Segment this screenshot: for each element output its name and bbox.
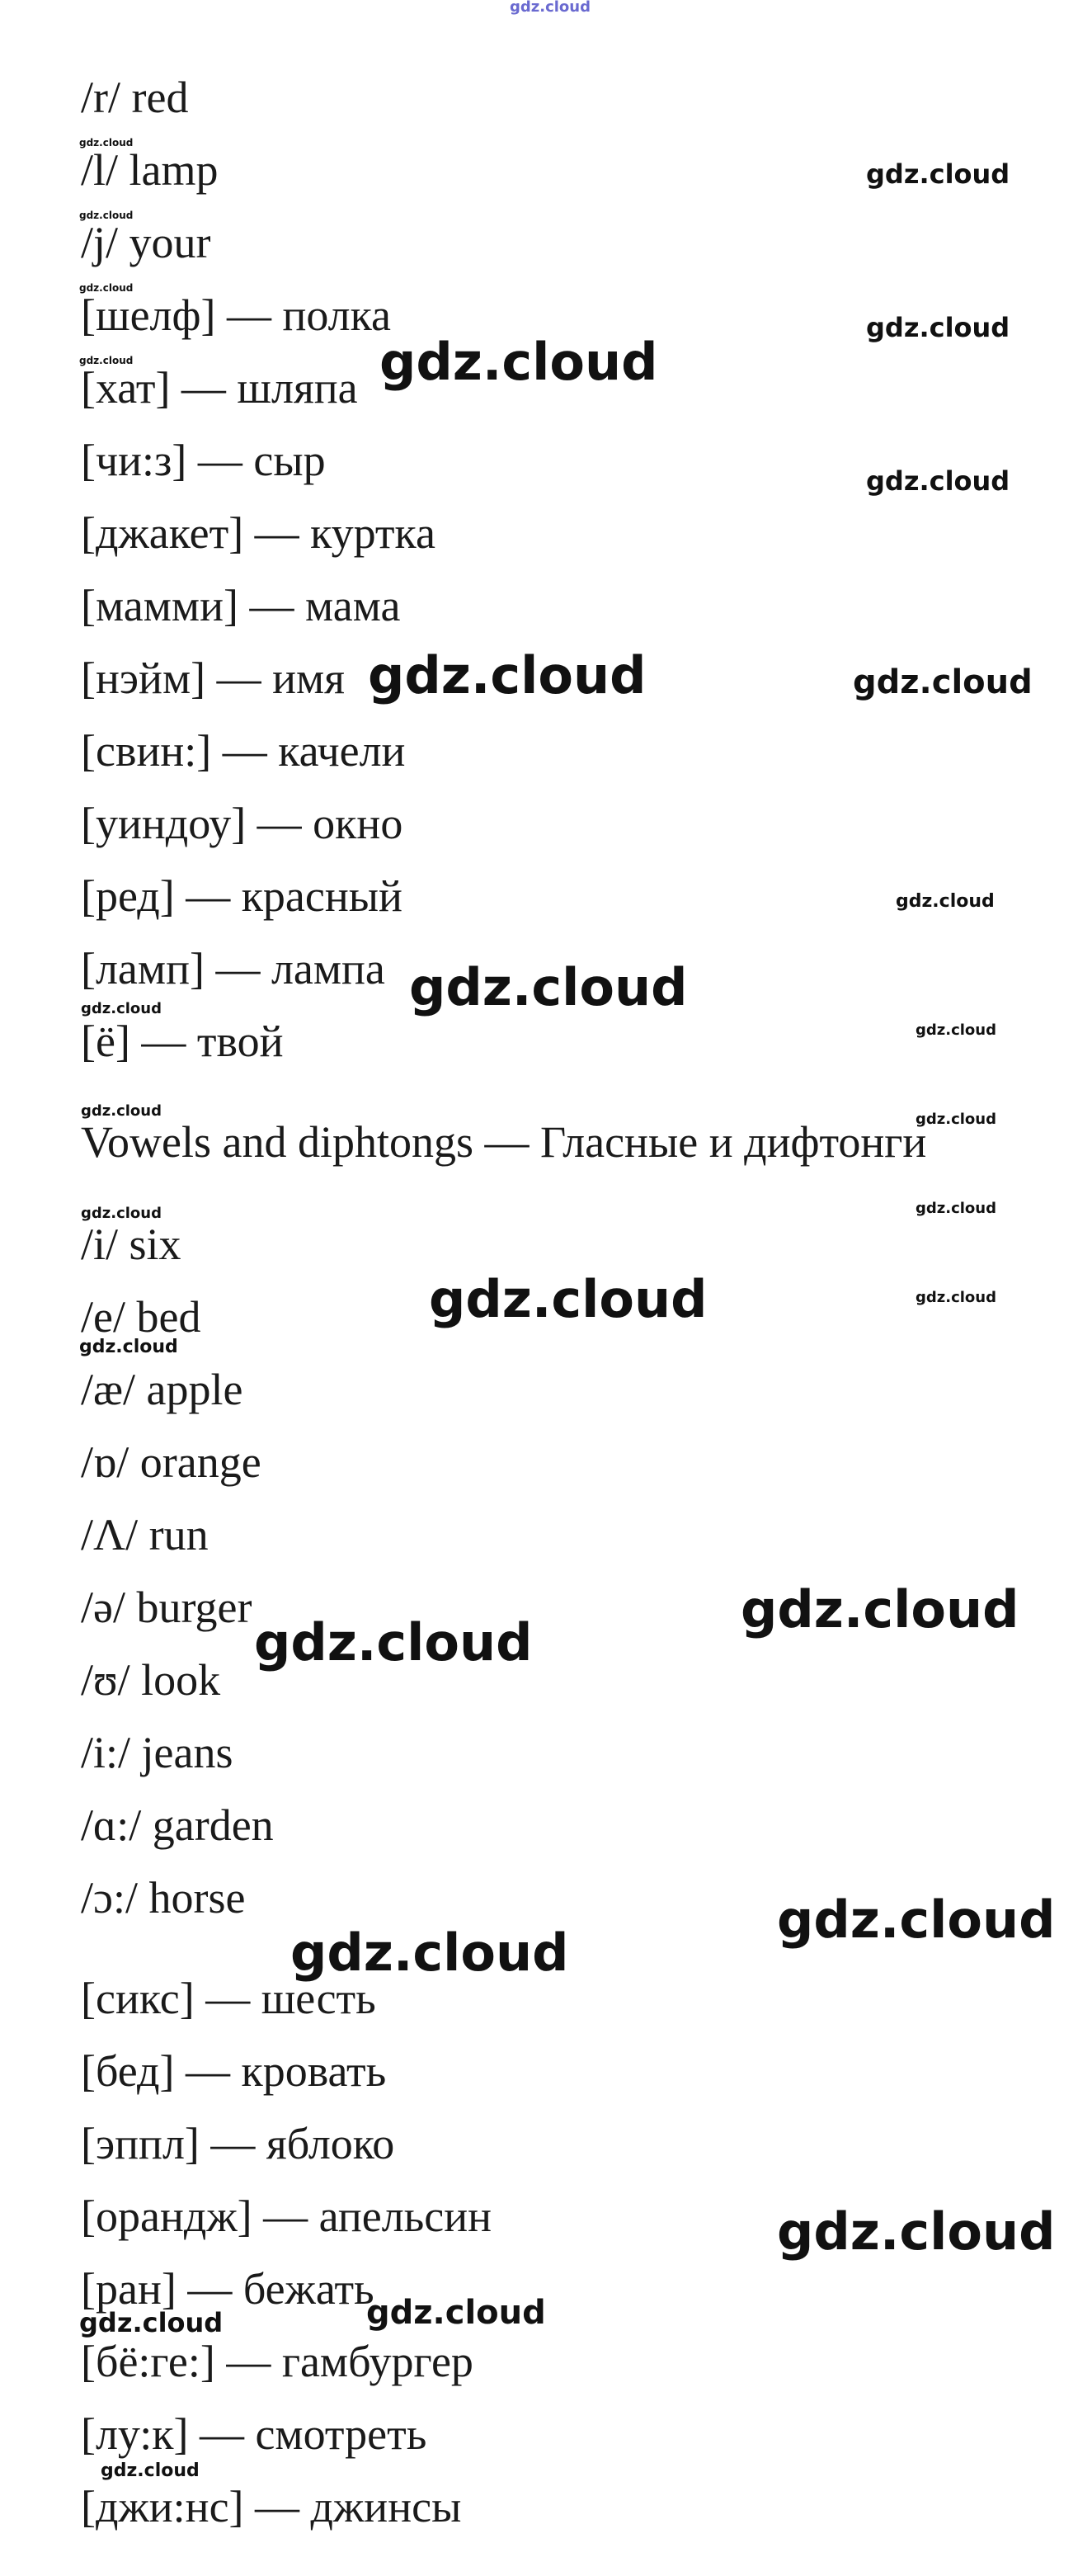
watermark: gdz.cloud: [866, 465, 1010, 497]
text-line: /ʊ/ look: [81, 1655, 221, 1705]
watermark: gdz.cloud: [866, 312, 1010, 343]
watermark: gdz.cloud: [81, 1102, 162, 1120]
watermark: gdz.cloud: [81, 1205, 162, 1222]
text-line: [мамми] — мама: [81, 581, 401, 630]
watermark: gdz.cloud: [409, 957, 688, 1017]
watermark: gdz.cloud: [79, 355, 134, 366]
text-line: /l/ lamp: [81, 145, 219, 195]
text-line: [орандж] — апельсин: [81, 2191, 492, 2241]
watermark: gdz.cloud: [741, 1579, 1019, 1639]
text-line: /i/ six: [81, 1220, 181, 1269]
text-line: /r/ red: [81, 73, 189, 122]
watermark: gdz.cloud: [916, 1021, 996, 1039]
text-line: /ə/ burger: [81, 1583, 252, 1632]
text-line: /æ/ apple: [81, 1365, 243, 1414]
text-line: /ɔ:/ horse: [81, 1873, 246, 1923]
watermark: gdz.cloud: [290, 1923, 569, 1983]
watermark: gdz.cloud: [510, 0, 591, 16]
watermark: gdz.cloud: [379, 332, 658, 392]
watermark: gdz.cloud: [79, 282, 134, 294]
text-line: [уиндоу] — окно: [81, 799, 403, 848]
text-line: /j/ your: [81, 218, 211, 267]
watermark: gdz.cloud: [79, 2307, 224, 2338]
watermark: gdz.cloud: [254, 1612, 533, 1673]
watermark: gdz.cloud: [79, 210, 134, 221]
watermark: gdz.cloud: [81, 1000, 162, 1017]
text-line: [ран] — бежать: [81, 2264, 374, 2314]
watermark: gdz.cloud: [896, 891, 995, 912]
text-line: [джи:нс] — джинсы: [81, 2482, 462, 2531]
text-line: /ɑ:/ garden: [81, 1800, 274, 1850]
watermark: gdz.cloud: [777, 1890, 1056, 1950]
text-line: [свин:] — качели: [81, 726, 406, 776]
watermark: gdz.cloud: [366, 2294, 546, 2332]
watermark: gdz.cloud: [916, 1200, 996, 1217]
text-line: [бё:ге:] — гамбургер: [81, 2337, 473, 2386]
text-line: [джакет] — куртка: [81, 508, 435, 558]
text-line: /e/ bed: [81, 1292, 201, 1342]
text-line: [лу:к] — смотреть: [81, 2409, 427, 2459]
watermark: gdz.cloud: [101, 2460, 200, 2481]
text-line: [ламп] — лампа: [81, 944, 385, 993]
watermark: gdz.cloud: [79, 137, 134, 149]
section-heading: Vowels and diphtongs — Гласные и дифтонги: [81, 1117, 927, 1167]
watermark: gdz.cloud: [916, 1289, 996, 1306]
text-line: [хат] — шляпа: [81, 363, 358, 413]
text-line: [эппл] — яблоко: [81, 2119, 395, 2168]
text-line: [ё] — твой: [81, 1017, 284, 1066]
text-line: /ɒ/ orange: [81, 1437, 261, 1487]
watermark: gdz.cloud: [368, 645, 647, 705]
text-line: [бед] — кровать: [81, 2046, 387, 2096]
text-line: [шелф] — полка: [81, 290, 391, 340]
watermark: gdz.cloud: [916, 1111, 996, 1128]
text-line: [сикс] — шесть: [81, 1974, 376, 2023]
text-line: /i:/ jeans: [81, 1728, 233, 1777]
text-line: [чи:з] — сыр: [81, 436, 326, 485]
watermark: gdz.cloud: [79, 1337, 178, 1357]
text-line: /Λ/ run: [81, 1510, 209, 1559]
watermark: gdz.cloud: [429, 1269, 708, 1329]
watermark: gdz.cloud: [853, 663, 1033, 701]
text-line: [ред] — красный: [81, 871, 402, 921]
watermark: gdz.cloud: [777, 2201, 1056, 2262]
watermark: gdz.cloud: [866, 158, 1010, 190]
text-line: [нэйм] — имя: [81, 653, 346, 703]
